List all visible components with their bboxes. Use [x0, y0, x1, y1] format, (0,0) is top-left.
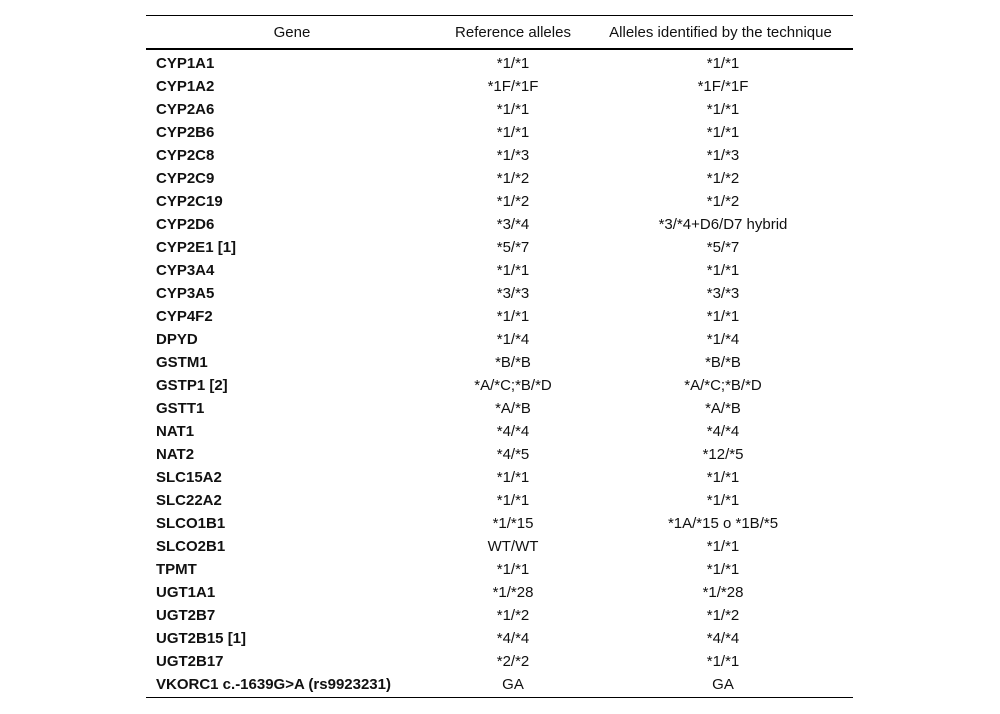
gene-cell: CYP3A5 — [156, 285, 215, 302]
identified-alleles-cell: *1/*3 — [706, 147, 740, 164]
table-row — [146, 581, 853, 604]
identified-alleles-cell: *12/*5 — [702, 446, 744, 463]
reference-alleles-cell: *1/*2 — [496, 170, 530, 187]
table-row — [146, 466, 853, 489]
table-row — [146, 673, 853, 696]
header-identified-alleles: Alleles identified by the technique — [609, 23, 832, 41]
identified-alleles-cell: GA — [712, 676, 734, 693]
reference-alleles-cell: *3/*4 — [496, 216, 530, 233]
table-row — [146, 282, 853, 305]
reference-alleles-cell: *1/*4 — [496, 331, 530, 348]
table-row — [146, 144, 853, 167]
reference-alleles-cell: GA — [502, 676, 524, 693]
table-body — [146, 50, 853, 697]
table-row — [146, 98, 853, 121]
table-row — [146, 121, 853, 144]
reference-alleles-cell: *1/*1 — [496, 55, 530, 72]
gene-cell: UGT1A1 — [156, 584, 216, 601]
gene-cell: CYP2E1 [1] — [156, 239, 237, 256]
identified-alleles-cell: *B/*B — [705, 354, 741, 371]
table-row — [146, 167, 853, 190]
table-row — [146, 374, 853, 397]
table-row — [146, 52, 853, 75]
table-row — [146, 489, 853, 512]
identified-alleles-cell: *3/*4+D6/D7 hybrid — [658, 216, 788, 233]
reference-alleles-cell: *5/*7 — [496, 239, 530, 256]
gene-cell: CYP2C9 — [156, 170, 215, 187]
reference-alleles-cell: *1/*1 — [496, 101, 530, 118]
identified-alleles-cell: *4/*4 — [706, 423, 740, 440]
gene-cell: CYP2C8 — [156, 147, 215, 164]
table-row — [146, 650, 853, 673]
gene-cell: CYP2B6 — [156, 124, 215, 141]
reference-alleles-cell: *4/*4 — [496, 630, 530, 647]
table-row — [146, 328, 853, 351]
identified-alleles-cell: *5/*7 — [706, 239, 740, 256]
gene-cell: UGT2B7 — [156, 607, 216, 624]
table-row — [146, 420, 853, 443]
table-row — [146, 351, 853, 374]
gene-cell: CYP2C19 — [156, 193, 223, 210]
table-row — [146, 604, 853, 627]
gene-cell: NAT2 — [156, 446, 195, 463]
identified-alleles-cell: *1/*2 — [706, 170, 740, 187]
gene-cell: DPYD — [156, 331, 198, 348]
reference-alleles-cell: *1/*15 — [492, 515, 534, 532]
table-header-row — [146, 16, 853, 50]
table-row — [146, 259, 853, 282]
gene-cell: CYP1A2 — [156, 78, 215, 95]
reference-alleles-cell: *1F/*1F — [487, 78, 539, 95]
gene-cell: CYP3A4 — [156, 262, 215, 279]
identified-alleles-cell: *1/*1 — [706, 469, 740, 486]
table-row — [146, 512, 853, 535]
reference-alleles-cell: *3/*3 — [496, 285, 530, 302]
gene-cell: CYP2A6 — [156, 101, 215, 118]
table-row — [146, 75, 853, 98]
gene-cell: CYP1A1 — [156, 55, 215, 72]
identified-alleles-cell: *1/*1 — [706, 492, 740, 509]
header-reference-alleles: Reference alleles — [455, 23, 571, 41]
reference-alleles-cell: *1/*1 — [496, 262, 530, 279]
gene-cell: SLCO1B1 — [156, 515, 226, 532]
table-row — [146, 213, 853, 236]
reference-alleles-cell: *4/*4 — [496, 423, 530, 440]
identified-alleles-cell: *4/*4 — [706, 630, 740, 647]
gene-cell: SLCO2B1 — [156, 538, 226, 555]
reference-alleles-cell: WT/WT — [487, 538, 539, 555]
gene-cell: SLC22A2 — [156, 492, 222, 509]
reference-alleles-cell: *2/*2 — [496, 653, 530, 670]
identified-alleles-cell: *1/*2 — [706, 607, 740, 624]
identified-alleles-cell: *1/*4 — [706, 331, 740, 348]
reference-alleles-cell: *1/*1 — [496, 308, 530, 325]
identified-alleles-cell: *1/*1 — [706, 55, 740, 72]
identified-alleles-cell: *A/*C;*B/*D — [684, 377, 762, 394]
table-row — [146, 627, 853, 650]
reference-alleles-cell: *1/*1 — [496, 124, 530, 141]
reference-alleles-cell: *1/*1 — [496, 561, 530, 578]
table-row — [146, 236, 853, 259]
gene-cell: UGT2B15 [1] — [156, 630, 247, 647]
identified-alleles-cell: *1/*1 — [706, 262, 740, 279]
gene-cell: UGT2B17 — [156, 653, 224, 670]
identified-alleles-cell: *1/*2 — [706, 193, 740, 210]
gene-cell: CYP2D6 — [156, 216, 215, 233]
identified-alleles-cell: *1F/*1F — [697, 78, 749, 95]
identified-alleles-cell: *1/*1 — [706, 124, 740, 141]
identified-alleles-cell: *1/*1 — [706, 308, 740, 325]
table-row — [146, 443, 853, 466]
reference-alleles-cell: *A/*B — [495, 400, 531, 417]
reference-alleles-cell: *1/*28 — [492, 584, 534, 601]
reference-alleles-cell: *B/*B — [495, 354, 531, 371]
gene-cell: GSTP1 [2] — [156, 377, 228, 394]
table-row — [146, 558, 853, 581]
table-row — [146, 190, 853, 213]
identified-alleles-cell: *1/*1 — [706, 101, 740, 118]
reference-alleles-cell: *A/*C;*B/*D — [474, 377, 552, 394]
header-gene: Gene — [273, 23, 311, 41]
reference-alleles-cell: *1/*1 — [496, 469, 530, 486]
identified-alleles-cell: *1/*1 — [706, 653, 740, 670]
gene-cell: TPMT — [156, 561, 197, 578]
gene-cell: NAT1 — [156, 423, 195, 440]
table-row — [146, 397, 853, 420]
gene-cell: GSTM1 — [156, 354, 208, 371]
reference-alleles-cell: *1/*2 — [496, 193, 530, 210]
identified-alleles-cell: *A/*B — [705, 400, 741, 417]
table-row — [146, 305, 853, 328]
gene-cell: SLC15A2 — [156, 469, 222, 486]
identified-alleles-cell: *1/*1 — [706, 538, 740, 555]
reference-alleles-cell: *1/*3 — [496, 147, 530, 164]
reference-alleles-cell: *1/*1 — [496, 492, 530, 509]
table-row — [146, 535, 853, 558]
allele-table — [146, 15, 853, 698]
reference-alleles-cell: *4/*5 — [496, 446, 530, 463]
identified-alleles-cell: *1A/*15 o *1B/*5 — [667, 515, 779, 532]
gene-cell: VKORC1 c.-1639G>A (rs9923231) — [156, 676, 391, 693]
identified-alleles-cell: *3/*3 — [706, 285, 740, 302]
identified-alleles-cell: *1/*1 — [706, 561, 740, 578]
identified-alleles-cell: *1/*28 — [702, 584, 744, 601]
gene-cell: CYP4F2 — [156, 308, 213, 325]
gene-cell: GSTT1 — [156, 400, 205, 417]
reference-alleles-cell: *1/*2 — [496, 607, 530, 624]
